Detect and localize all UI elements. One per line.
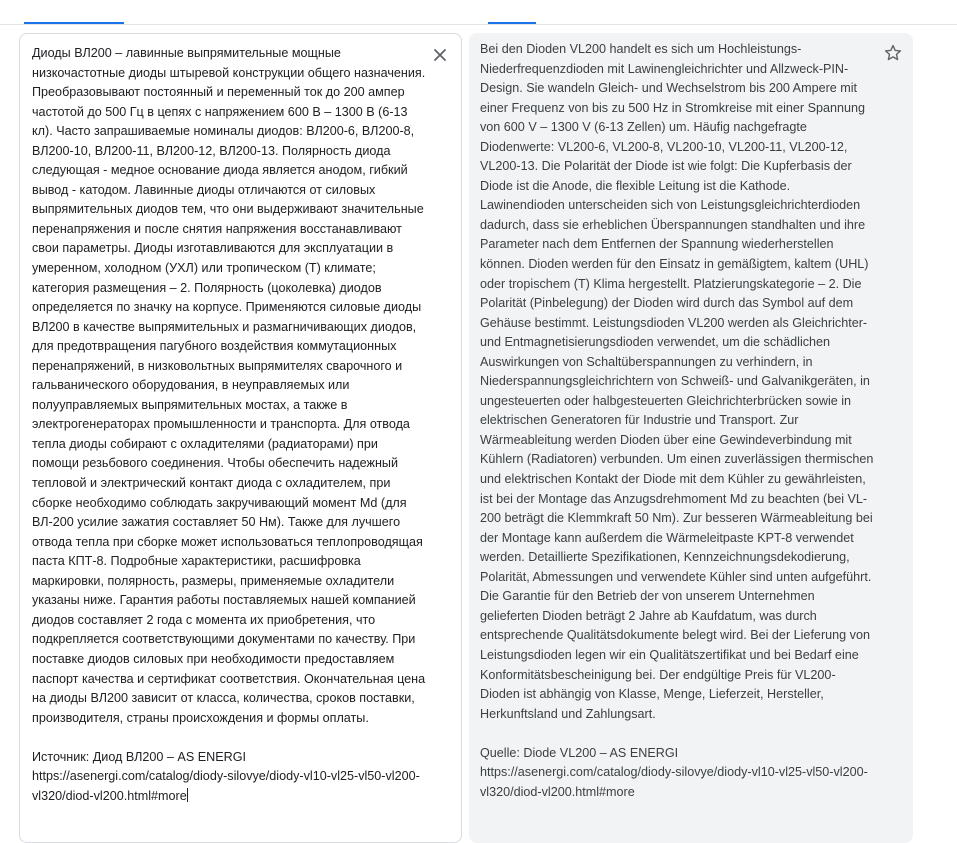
- star-outline-icon: [883, 43, 903, 63]
- language-bar: [0, 0, 957, 25]
- translation-panel: [469, 33, 913, 843]
- source-text-panel: [19, 33, 462, 843]
- source-text-input[interactable]: [32, 44, 426, 806]
- clear-source-button[interactable]: [429, 44, 451, 66]
- text-cursor: [187, 788, 188, 802]
- source-text-content: Диоды ВЛ200 – лавинные выпрямительные мощные низкочастотные диоды штыревой конструкции общего назначения. Преобразовывают постоянный и переменный ток до 200 ампер частотой до 500 Гц в цепях с напряжением 600 В – 1300 В (6-13 кл). Часто запрашиваемые номиналы диодов: ВЛ200-6, ВЛ200-8, ВЛ200-10, ВЛ200-11, ВЛ200-12, ВЛ200-13. Полярность диода следующая - медное основание диода является анодом, гибкий вывод - катодом. Лавинные диоды отличаются от силовых выпрямительных диодов тем, что они выдерживают значительные перенапряжения и после снятия напряжения восстанавливают свои параметры. Диоды изготавливаются для эксплуатации в умеренном, холодном (УХЛ) или тропическом (Т) климате; категория размещения – 2. Полярность (цоколевка) диодов определяется по значку на корпусе. Применяются силовые диоды ВЛ200 в качестве выпрямительных и размагничивающих диодов, для предотвращения пагубного воздействия коммутационных перенапряжений, в низковольтных выпрямителях сварочного и гальванического оборудования, в неуправляемых или полууправляемых выпрямительных мостах, а также в электрогенераторах промышленности и транспорта. Для отвода тепла диоды собирают с охладителями (радиаторами) при помощи резьбового соединения. Чтобы обеспечить надежный тепловой и электрический контакт диода с охладителем, при сборке необходимо соблюдать закручивающий момент Md (для ВЛ-200 усилие зажатия составляет 50 Нм). Также для лучшего отвода тепла при сборке может использоваться теплопроводящая паста КПТ-8. Подробные характеристики, расшифровка маркировки, полярность, размеры, применяемые охладители указаны ниже. Гарантия работы поставляемых нашей компанией диодов составляет 2 года с момента их приобретения, что подкрепляется соответствующими документами по качеству. При поставке диодов силовых при необходимости предоставляем паспорт качества и сертификат соответствия. Окончательная цена на диоды ВЛ200 зависит от класса, количества, сроков поставки, производителя, страны происхождения и формы оплаты. Источник: Диод ВЛ200 – AS ENERGI https://asenergi.com/catalog/diody-silovye/diody-vl10-vl25-vl50-vl200-vl320/diod-vl200.html#more: [32, 46, 426, 803]
- save-translation-button[interactable]: [883, 43, 903, 63]
- target-language-tab-indicator: [488, 22, 536, 24]
- source-language-tab-indicator: [24, 22, 124, 24]
- close-icon: [429, 44, 451, 66]
- translation-text: Bei den Dioden VL200 handelt es sich um Hochleistungs-Niederfrequenzdioden mit Lawinengleichrichter und Allzweck-PIN-Design. Sie wandeln Gleich- und Wechselstrom bis 200 Ampere mit einer Frequenz von bis zu 500 Hz in Stromkreise mit einer Spannung von 600 V – 1300 V (6-13 Zellen) um. Häufig nachgefragte Diodenwerte: VL200-6, VL200-8, VL200-10, VL200-11, VL200-12, VL200-13. Die Polarität der Diode ist wie folgt: Die Kupferbasis der Diode ist die Anode, die flexible Leitung ist die Kathode. Lawinendioden unterscheiden sich von Leistungsgleichrichterdioden dadurch, dass sie erheblichen Überspannungen standhalten und ihre Parameter nach dem Entfernen der Spannung wiederherstellen können. Dioden werden für den Einsatz in gemäßigtem, kaltem (UHL) oder tropischem (T) Klima hergestellt. Platzierungskategorie – 2. Die Polarität (Pinbelegung) der Dioden wird durch das Symbol auf dem Gehäuse bestimmt. Leistungsdioden VL200 werden als Gleichrichter- und Entmagnetisierungsdioden verwendet, um die schädlichen Auswirkungen von Schaltüberspannungen zu verhindern, in Niederspannungsgleichrichtern von Schweiß- und Galvanikgeräten, in ungesteuerten oder halbgesteuerten Gleichrichterbrücken sowie in elektrischen Generatoren für Industrie und Transport. Zur Wärmeableitung werden Dioden über eine Gewindeverbindung mit Kühlern (Radiatoren) verbunden. Um einen zuverlässigen thermischen und elektrischen Kontakt der Diode mit dem Kühler zu gewährleisten, ist bei der Montage das Anzugsdrehmoment Md zu beachten (bei VL-200 beträgt die Klemmkraft 50 Nm). Zur besseren Wärmeableitung bei der Montage kann außerdem die Wärmeleitpaste KPT-8 verwendet werden. Detaillierte Spezifikationen, Kennzeichnungsdekodierung, Polarität, Abmessungen und verwendete Kühler sind unten aufgeführt. Die Garantie für den Betrieb der von unserem Unternehmen gelieferten Dioden beträgt 2 Jahre ab Kaufdatum, was durch entsprechende Qualitätsdokumente belegt wird. Bei der Lieferung von Leistungsdioden legen wir ein Qualitätszertifikat und bei Bedarf eine Konformitätsbescheinigung bei. Der endgültige Preis für VL200-Dioden ist abhängig von Klasse, Menge, Lieferzeit, Hersteller, Herkunftsland und Zahlungsart. Quelle: Diode VL200 – AS ENERGI https://asenergi.com/catalog/diody-silovye/diody-vl10-vl25-vl50-vl200-vl320/diod-vl200.html#more: [480, 42, 874, 799]
